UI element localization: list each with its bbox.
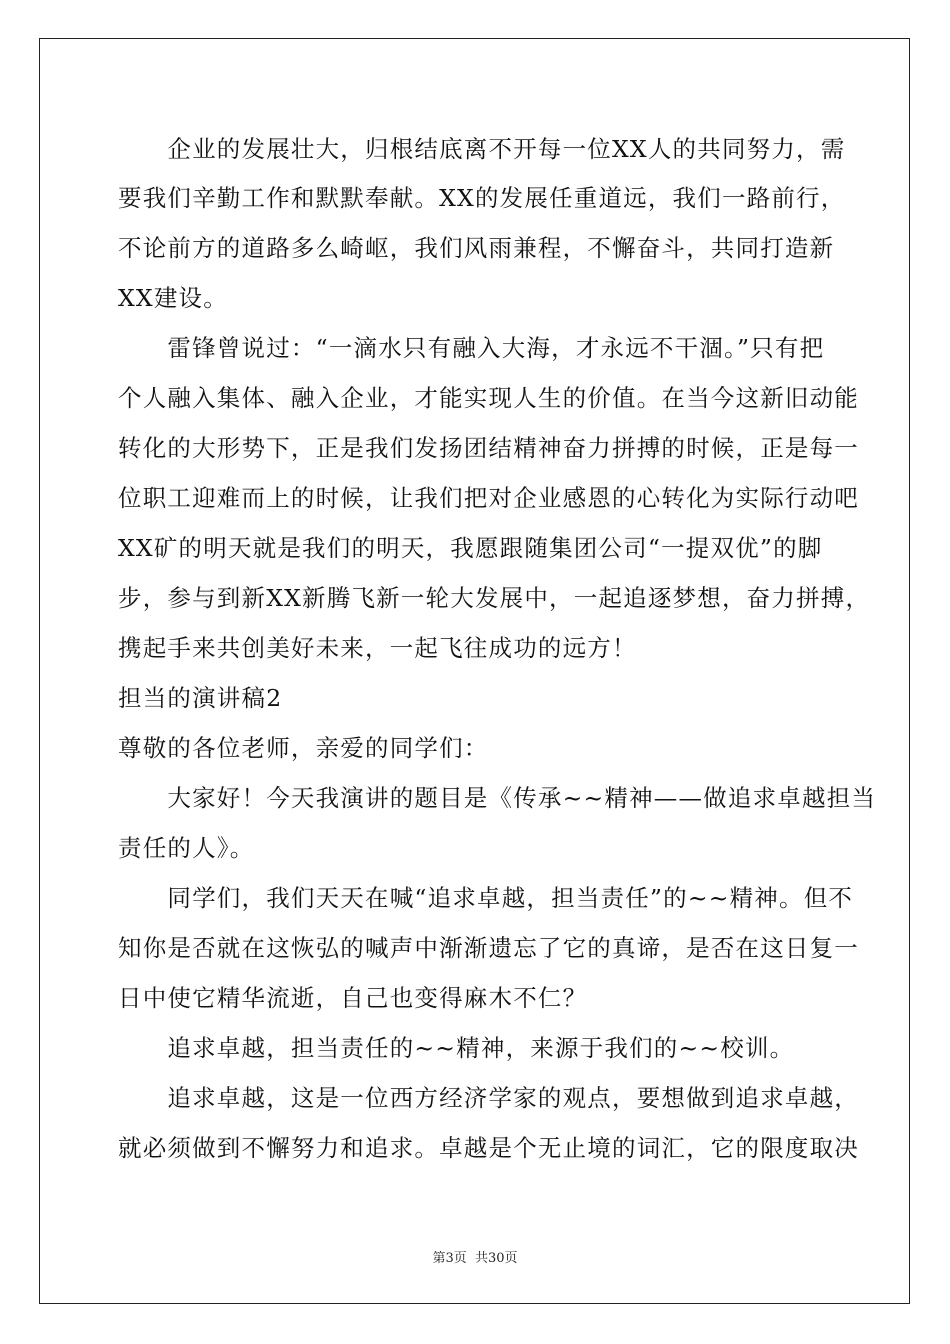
salutation: 尊敬的各位老师，亲爱的同学们： xyxy=(118,734,489,762)
text-line: 转化的大形势下，正是我们发扬团结精神奋力拼搏的时候，正是每一 xyxy=(118,434,859,462)
text-line: 雷锋曾说过：“一滴水只有融入大海，才永远不干涸。”只有把 xyxy=(118,334,825,362)
text-line: 携起手来共创美好未来，一起飞往成功的远方！ xyxy=(118,634,637,662)
section-heading: 担当的演讲稿2 xyxy=(118,684,283,712)
page-footer xyxy=(0,1247,950,1266)
text-line: 企业的发展壮大，归根结底离不开每一位XX人的共同努力，需 xyxy=(118,135,846,163)
text-line: 大家好！今天我演讲的题目是《传承~~精神——做追求卓越担当 xyxy=(118,784,877,812)
text-line: XX建设。 xyxy=(118,284,228,312)
text-line: 就必须做到不懈努力和追求。卓越是个无止境的词汇，它的限度取决 xyxy=(118,1134,859,1162)
page-total: 共30页 xyxy=(474,1251,518,1266)
text-line: 日中使它精华流逝，自己也变得麻木不仁？ xyxy=(118,984,588,1012)
text-line: XX矿的明天就是我们的明天，我愿跟随集团公司“一提双优”的脚 xyxy=(118,534,823,562)
text-line: 步，参与到新XX新腾飞新一轮大发展中，一起追逐梦想，奋力拼搏， xyxy=(118,584,871,612)
text-line: 责任的人》。 xyxy=(118,834,255,862)
text-line: 追求卓越，担当责任的~~精神，来源于我们的~~校训。 xyxy=(118,1034,795,1062)
page-number: 第3页 xyxy=(432,1251,467,1266)
text-line: 要我们辛勤工作和默默奉献。XX的发展任重道远，我们一路前行， xyxy=(118,184,846,212)
text-line: 知你是否就在这恢弘的喊声中渐渐遗忘了它的真谛，是否在这日复一 xyxy=(118,934,859,962)
text-line: 追求卓越，这是一位西方经济学家的观点，要想做到追求卓越， xyxy=(118,1084,859,1112)
text-line: 个人融入集体、融入企业，才能实现人生的价值。在当今这新旧动能 xyxy=(118,384,859,412)
page-border xyxy=(39,38,910,1304)
text-line: 同学们，我们天天在喊“追求卓越，担当责任”的~~精神。但不 xyxy=(118,884,854,912)
text-line: 位职工迎难而上的时候，让我们把对企业感恩的心转化为实际行动吧 xyxy=(118,484,859,512)
text-line: 不论前方的道路多么崎岖，我们风雨兼程，不懈奋斗，共同打造新 xyxy=(118,234,835,262)
